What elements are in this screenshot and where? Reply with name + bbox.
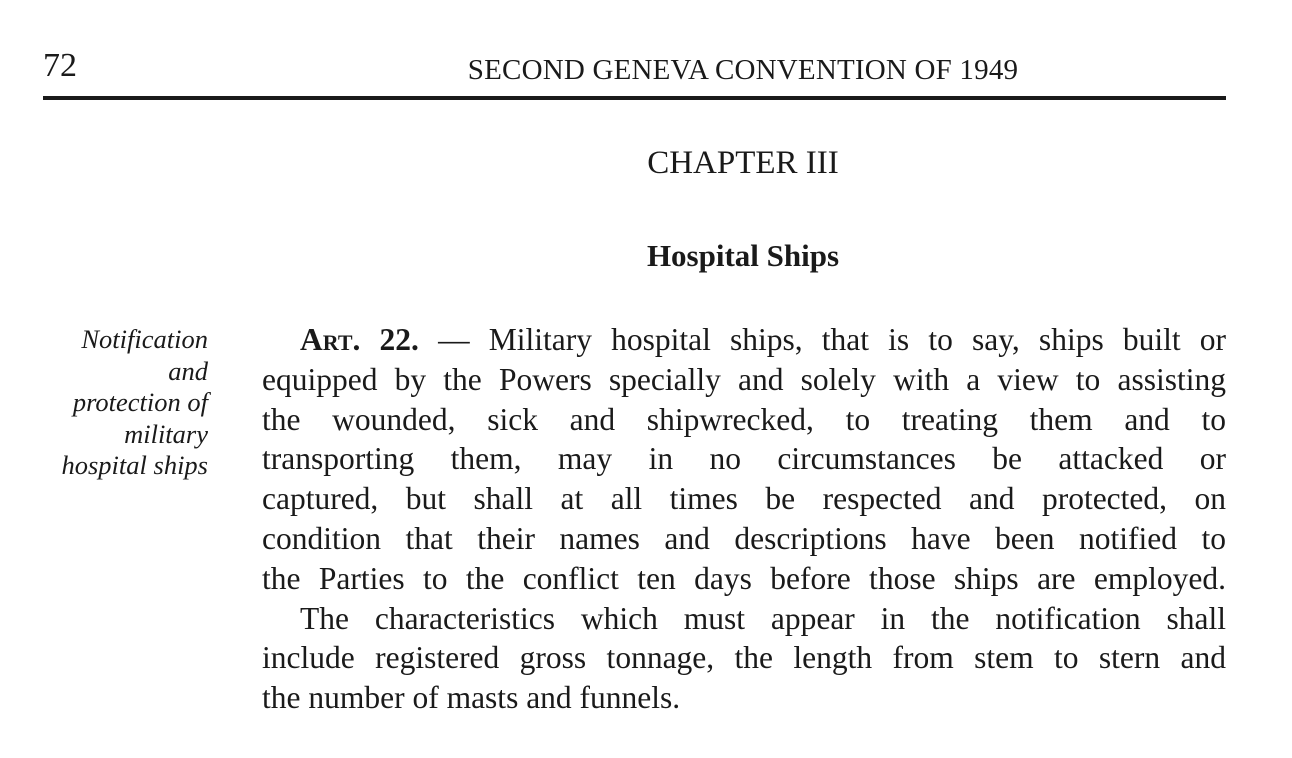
- page-number: 72: [43, 47, 77, 84]
- margin-note-line: protection of: [72, 387, 208, 417]
- header-rule-divider: [43, 96, 1226, 100]
- chapter-label: CHAPTER III: [647, 145, 839, 181]
- article-dash: —: [418, 322, 489, 357]
- article-line: include registered gross tonnage, the length from stem to stern and: [262, 640, 1226, 676]
- article-text: Military hospital ships, that is to say, ships built or: [488, 322, 1226, 357]
- margin-note-line: military: [124, 418, 208, 449]
- article-line: the wounded, sick and shipwrecked, to treating them and to: [262, 401, 1226, 437]
- article-body: [262, 320, 1226, 718]
- margin-note-line: and: [168, 355, 208, 386]
- article-line: [262, 320, 1226, 360]
- article-line: The characteristics which must appear in the notification shall: [300, 600, 1226, 636]
- article-line: the Parties to the conflict ten days before those ships are employed.: [262, 560, 1226, 596]
- margin-note-line: Notification: [81, 324, 208, 354]
- article-line: captured, but shall at all times be respected and protected, on: [262, 481, 1226, 517]
- article-line: equipped by the Powers specially and solely with a view to assisting: [262, 361, 1226, 397]
- running-title: SECOND GENEVA CONVENTION OF 1949: [467, 54, 1019, 86]
- margin-note: [30, 324, 208, 482]
- chapter-title: Hospital Ships: [646, 238, 840, 273]
- article-line: transporting them, may in no circumstances be attacked or: [262, 441, 1226, 477]
- article-label: Art. 22.: [300, 322, 419, 357]
- article-line: the number of masts and funnels.: [262, 680, 681, 716]
- margin-note-line: hospital ships: [61, 450, 208, 480]
- article-line: condition that their names and descriptions have been notified to: [262, 520, 1226, 556]
